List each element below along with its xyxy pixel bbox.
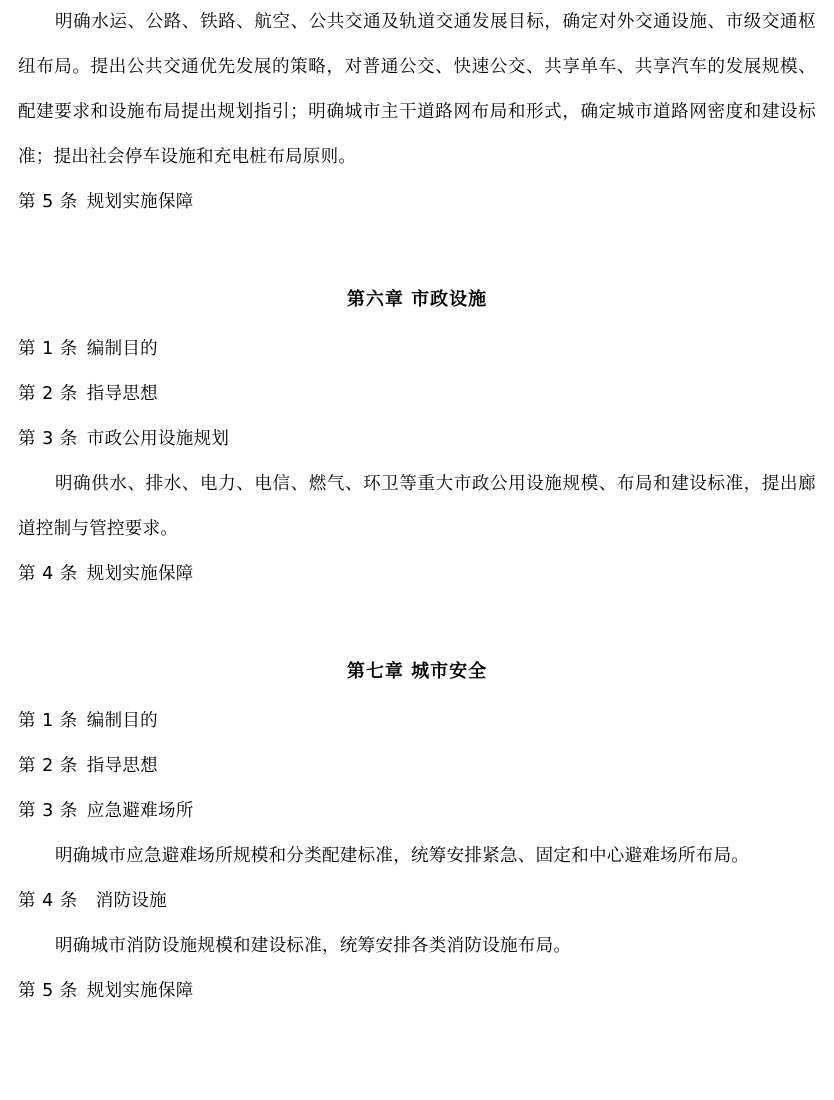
article-title: 规划实施保障 — [86, 564, 194, 584]
document-body — [18, 0, 816, 1014]
article-number: 第 4 条 — [18, 564, 78, 584]
chapter-heading-6: 第六章 市政设施 — [346, 289, 488, 310]
article-title: 消防设施 — [95, 891, 167, 911]
paragraph-transport-continued: 明确水运、公路、铁路、航空、公共交通及轨道交通发展目标，确定对外交通设施、市级交通枢纽布局。提出公共交通优先发展的策略，对普通公交、快速公交、共享单车、共享汽车的发展规模、配建要求和设施布局提出规划指引；明确城市主干道路网布局和形式，确定城市道路网密度和建设标准；提出社会停车设施和充电桩布局原则。 — [18, 12, 816, 167]
article-ch6-1 — [18, 327, 816, 372]
article-title: 指导思想 — [86, 384, 158, 404]
article-ch7-2 — [18, 744, 816, 789]
paragraph-municipal-utilities: 明确供水、排水、电力、电信、燃气、环卫等重大市政公用设施规模、布局和建设标准，提出廊道控制与管控要求。 — [18, 474, 816, 539]
article-number: 第 4 条 — [18, 891, 78, 911]
article-ch7-5 — [18, 969, 816, 1014]
article-ch6-4 — [18, 552, 816, 597]
article-ch6-2 — [18, 372, 816, 417]
article-number: 第 2 条 — [18, 384, 78, 404]
article-number: 第 5 条 — [18, 981, 78, 1001]
article-title: 规划实施保障 — [86, 981, 194, 1001]
article-number: 第 1 条 — [18, 339, 78, 359]
article-number: 第 3 条 — [18, 429, 78, 449]
article-number: 第 5 条 — [18, 192, 78, 212]
paragraph-fire-facilities: 明确城市消防设施规模和建设标准，统筹安排各类消防设施布局。 — [55, 936, 572, 956]
article-title: 市政公用设施规划 — [86, 429, 230, 449]
article-title: 应急避难场所 — [86, 801, 194, 821]
article-ch6-3 — [18, 417, 816, 462]
article-ch7-4 — [18, 879, 816, 924]
article-ch7-3 — [18, 789, 816, 834]
article-ch7-1 — [18, 699, 816, 744]
article-number: 第 2 条 — [18, 756, 78, 776]
article-title: 规划实施保障 — [86, 192, 194, 212]
chapter-heading-7: 第七章 城市安全 — [346, 661, 488, 682]
paragraph-emergency-shelters: 明确城市应急避难场所规模和分类配建标准，统筹安排紧急、固定和中心避难场所布局。 — [55, 846, 750, 866]
article-title: 编制目的 — [86, 711, 158, 731]
article-ch5-5 — [18, 180, 816, 225]
article-number: 第 3 条 — [18, 801, 78, 821]
article-number: 第 1 条 — [18, 711, 78, 731]
article-title: 指导思想 — [86, 756, 158, 776]
article-title: 编制目的 — [86, 339, 158, 359]
